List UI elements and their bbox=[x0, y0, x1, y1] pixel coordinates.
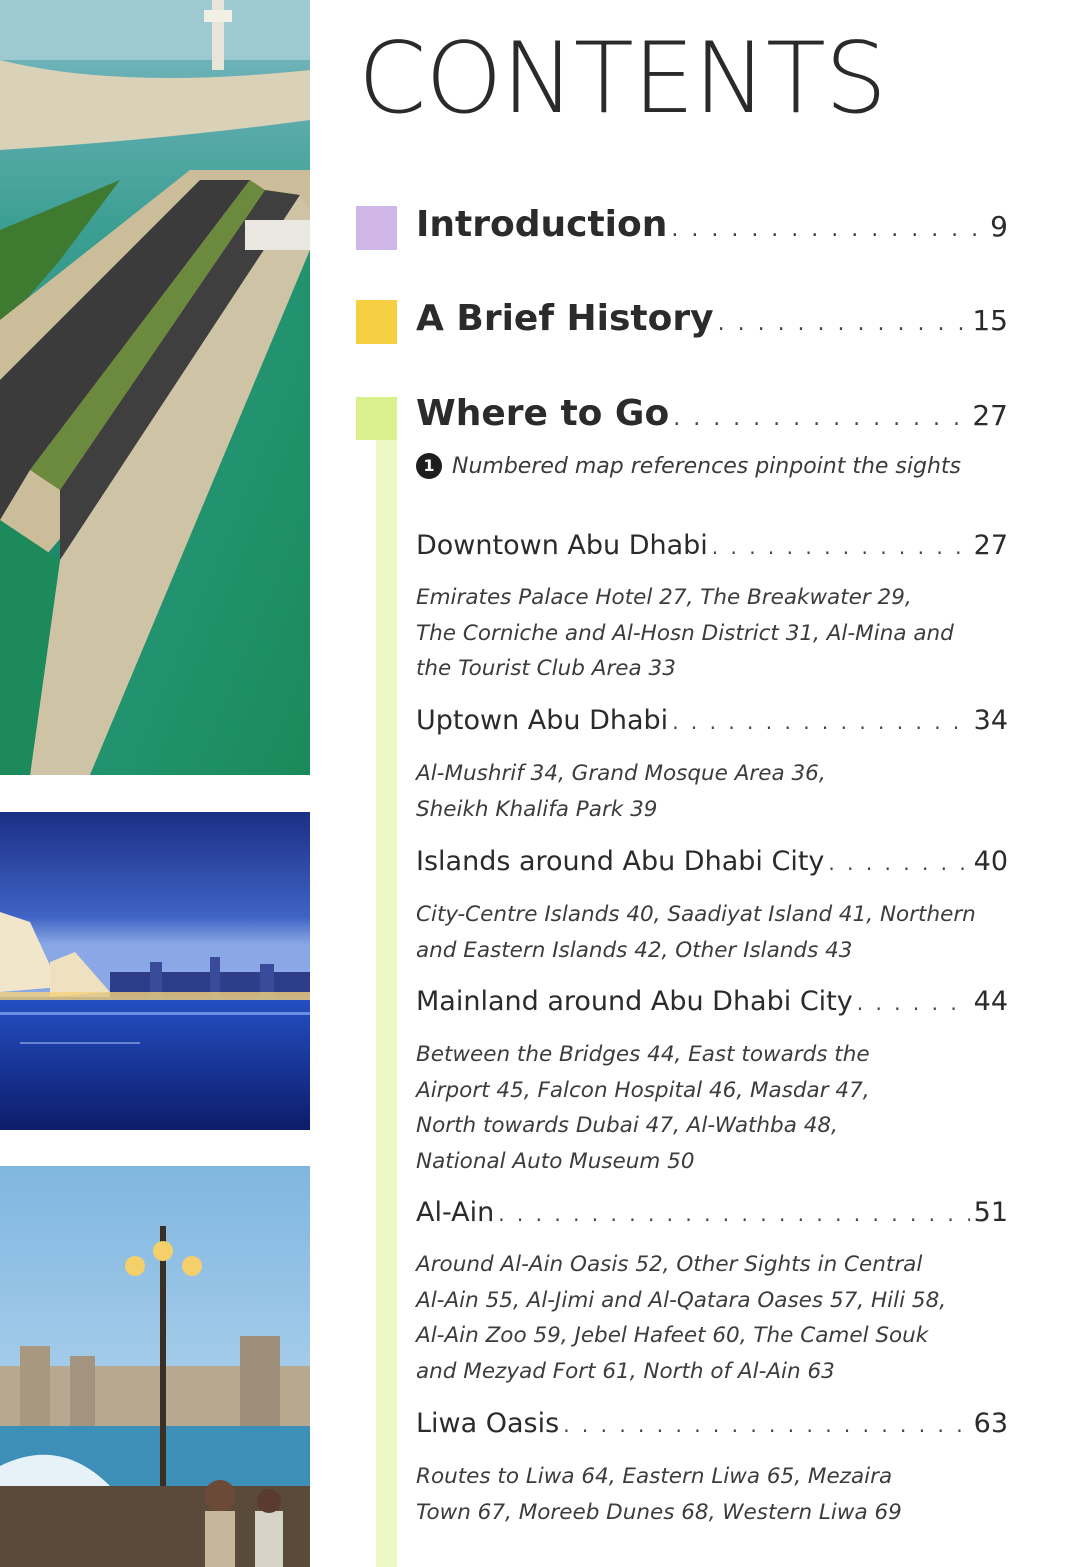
toc-subentry-sights bbox=[416, 1247, 1006, 1389]
toc-subentry-mainland[interactable] bbox=[416, 986, 1008, 1017]
leader-dots bbox=[563, 1413, 969, 1437]
toc-subentry-downtown-abu-dhabi[interactable] bbox=[416, 530, 1008, 561]
sight-line: and Mezyad Fort 61, North of Al-Ain 63 bbox=[416, 1358, 835, 1384]
photo-causeway-aerial bbox=[0, 0, 310, 775]
leader-dots bbox=[712, 535, 970, 559]
toc-subentry-sights bbox=[416, 580, 1006, 687]
sight-line: Sheikh Khalifa Park 39 bbox=[416, 796, 658, 822]
toc-entry-a-brief-history[interactable] bbox=[416, 298, 1008, 339]
toc-subentry-page: 27 bbox=[973, 530, 1008, 561]
toc-entry-page: 15 bbox=[972, 304, 1008, 337]
toc-entry-label: Where to Go bbox=[416, 393, 670, 434]
toc-subentry-label: Al-Ain bbox=[416, 1197, 495, 1228]
toc-subentry-label: Islands around Abu Dhabi City bbox=[416, 846, 825, 877]
toc-subentry-al-ain[interactable] bbox=[416, 1197, 1008, 1228]
photo-night-skyline bbox=[0, 812, 310, 1130]
sight-line: Al-Ain 55, Al-Jimi and Al-Qatara Oases 57, Hili 58, bbox=[416, 1287, 947, 1313]
sight-line: Around Al-Ain Oasis 52, Other Sights in Central bbox=[416, 1252, 923, 1277]
toc-entry-page: 9 bbox=[990, 210, 1008, 243]
numbered-circle-icon: 1 bbox=[416, 453, 442, 479]
toc-subentry-page: 34 bbox=[973, 705, 1008, 736]
toc-subentry-uptown-abu-dhabi[interactable] bbox=[416, 705, 1008, 736]
toc-entry-label: Introduction bbox=[416, 204, 668, 245]
leader-dots bbox=[673, 406, 968, 431]
toc-subentry-label: Mainland around Abu Dhabi City bbox=[416, 986, 853, 1017]
toc-subentry-page: 63 bbox=[973, 1408, 1008, 1439]
sight-line: Airport 45, Falcon Hospital 46, Masdar 47, bbox=[416, 1077, 870, 1103]
page-title: CONTENTS bbox=[358, 22, 887, 136]
sight-line: Emirates Palace Hotel 27, The Breakwater 29, bbox=[416, 585, 912, 610]
sight-line: the Tourist Club Area 33 bbox=[416, 656, 676, 681]
leader-dots bbox=[671, 217, 986, 242]
toc-subentry-page: 51 bbox=[973, 1197, 1008, 1228]
toc-subentry-page: 44 bbox=[973, 986, 1008, 1017]
toc-subentry-label: Liwa Oasis bbox=[416, 1408, 560, 1439]
photo-corniche-promenade bbox=[0, 1166, 310, 1567]
toc-subentry-page: 40 bbox=[973, 846, 1008, 877]
toc-subentry-sights bbox=[416, 1459, 1006, 1530]
toc-subentry-liwa-oasis[interactable] bbox=[416, 1408, 1008, 1439]
sight-line: Between the Bridges 44, East towards the bbox=[416, 1042, 870, 1067]
toc-subentry-sights bbox=[416, 756, 1006, 827]
leader-dots bbox=[718, 311, 969, 336]
where-to-go-color-bar bbox=[356, 397, 397, 440]
sight-line: North towards Dubai 47, Al-Wathba 48, bbox=[416, 1113, 838, 1138]
leader-dots bbox=[857, 991, 970, 1015]
leader-dots bbox=[828, 851, 969, 875]
toc-subentry-sights bbox=[416, 897, 1006, 968]
sight-line: Town 67, Moreeb Dunes 68, Western Liwa 69 bbox=[416, 1499, 902, 1525]
sight-line: Al-Mushrif 34, Grand Mosque Area 36, bbox=[416, 761, 826, 786]
sight-line: City-Centre Islands 40, Saadiyat Island 41, Northern bbox=[416, 902, 976, 927]
map-reference-note bbox=[416, 453, 961, 479]
toc-entry-where-to-go[interactable] bbox=[416, 393, 1008, 434]
leader-dots bbox=[672, 710, 969, 734]
toc-subentry-label: Downtown Abu Dhabi bbox=[416, 530, 708, 561]
toc-entry-label: A Brief History bbox=[416, 298, 714, 339]
introduction-color-bar bbox=[356, 206, 397, 250]
where-to-go-color-bar-tail bbox=[376, 440, 397, 1567]
sight-line: Al-Ain Zoo 59, Jebel Hafeet 60, The Camel Souk bbox=[416, 1323, 929, 1348]
sight-line: Routes to Liwa 64, Eastern Liwa 65, Mezaira bbox=[416, 1464, 893, 1489]
sight-line: National Auto Museum 50 bbox=[416, 1148, 695, 1174]
history-color-bar bbox=[356, 300, 397, 344]
leader-dots bbox=[498, 1202, 969, 1226]
sight-line: and Eastern Islands 42, Other Islands 43 bbox=[416, 937, 853, 963]
sight-line: The Corniche and Al-Hosn District 31, Al-Mina and bbox=[416, 620, 954, 646]
toc-entry-page: 27 bbox=[972, 399, 1008, 432]
toc-entry-introduction[interactable] bbox=[416, 204, 1008, 245]
map-reference-note-text: Numbered map references pinpoint the sights bbox=[452, 453, 961, 479]
toc-subentry-islands[interactable] bbox=[416, 846, 1008, 877]
toc-subentry-label: Uptown Abu Dhabi bbox=[416, 705, 669, 736]
toc-subentry-sights bbox=[416, 1037, 1006, 1179]
